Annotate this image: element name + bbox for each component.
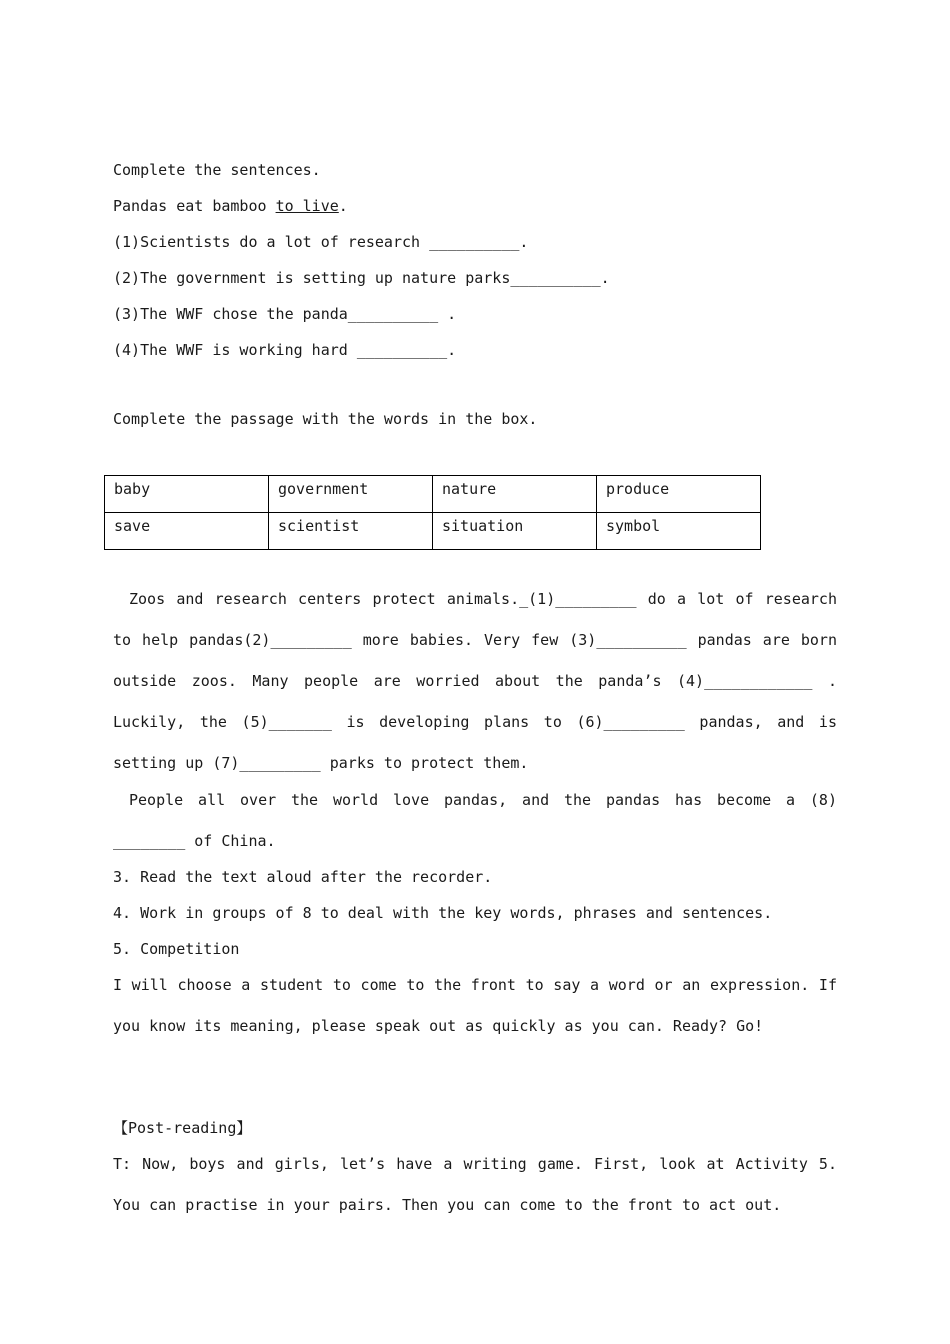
post-reading-heading: 【Post-reading】 <box>113 1119 252 1137</box>
sentence-item-2: (2)The government is setting up nature parks__________. <box>113 269 610 287</box>
word-box-cell: symbol <box>597 513 761 550</box>
example-underlined: to live <box>275 197 339 215</box>
word-box-row <box>105 476 761 513</box>
word-box-row <box>105 513 761 550</box>
passage-paragraph-1: Zoos and research centers protect animals._(1)_________ do a lot of research to help pandas(2)_________ more babies. Very few (3)__________ pandas are born outside zoos. Many people are worried about the panda’s (4)____________ . Luckily, the (5)_______ is developing plans to (6)_________ pandas, and is setting up (7)_________ parks to protect them. <box>113 590 837 772</box>
word-box-cell: save <box>105 513 269 550</box>
step-3: 3. Read the text aloud after the recorder. <box>113 868 493 886</box>
word-box-cell: baby <box>105 476 269 513</box>
example-prefix: Pandas eat bamboo <box>113 197 276 215</box>
sentence-item-3: (3)The WWF chose the panda__________ . <box>113 305 457 323</box>
word-box-cell: situation <box>433 513 597 550</box>
word-box-table <box>104 475 761 550</box>
step-4: 4. Work in groups of 8 to deal with the key words, phrases and sentences. <box>113 904 773 922</box>
example-sentence <box>113 196 348 216</box>
competition-paragraph: I will choose a student to come to the front to say a word or an expression. If you know its meaning, please speak out as quickly as you can. Ready? Go! <box>113 976 837 1035</box>
word-box-cell: nature <box>433 476 597 513</box>
post-reading-paragraph: T: Now, boys and girls, let’s have a writing game. First, look at Activity 5. You can practise in your pairs. Then you can come to the front to act out. <box>113 1155 837 1214</box>
passage-paragraph-2: People all over the world love pandas, and the pandas has become a (8) ________ of China. <box>113 791 837 850</box>
sentence-item-4: (4)The WWF is working hard __________. <box>113 341 457 359</box>
sentence-item-1: (1)Scientists do a lot of research __________. <box>113 233 529 251</box>
passage-heading: Complete the passage with the words in the box. <box>113 410 538 428</box>
word-box-cell: scientist <box>269 513 433 550</box>
sentences-heading: Complete the sentences. <box>113 161 321 179</box>
example-suffix: . <box>338 197 348 215</box>
word-box-cell: government <box>269 476 433 513</box>
step-5: 5. Competition <box>113 940 240 958</box>
word-box-cell: produce <box>597 476 761 513</box>
